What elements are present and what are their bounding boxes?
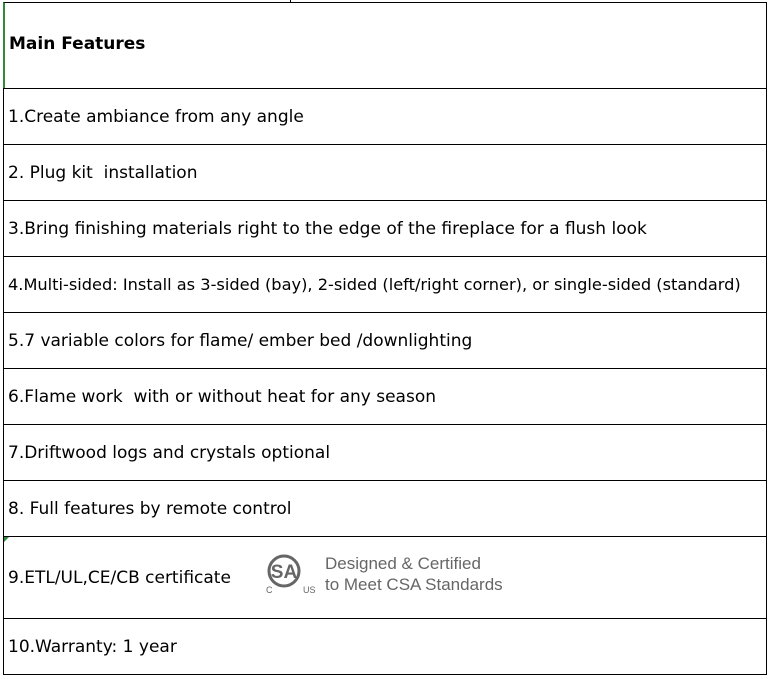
- features-table: [3, 2, 767, 675]
- certification-line-2: to Meet CSA Standards: [325, 575, 503, 594]
- csa-mark-us: US: [303, 585, 316, 595]
- feature-text: 7.Driftwood logs and crystals optional: [8, 442, 331, 463]
- feature-row[interactable]: [4, 424, 766, 480]
- feature-row[interactable]: [4, 256, 766, 312]
- feature-row[interactable]: [4, 480, 766, 536]
- csa-mark-c: C: [266, 585, 273, 595]
- feature-text: 9.ETL/UL,CE/CB certificate: [8, 567, 231, 588]
- feature-text: 3.Bring finishing materials right to the edge of the fireplace for a flush look: [8, 218, 647, 239]
- feature-row[interactable]: [4, 618, 766, 675]
- table-header: Main Features: [9, 33, 146, 54]
- feature-text: 10.Warranty: 1 year: [8, 636, 177, 657]
- certification-text: [325, 553, 503, 595]
- table-header-cell[interactable]: [3, 2, 766, 88]
- certification-line-1: Designed & Certified: [325, 554, 481, 573]
- feature-text: 5.7 variable colors for flame/ ember bed /downlighting: [8, 330, 473, 351]
- feature-row[interactable]: [4, 144, 766, 200]
- feature-row[interactable]: [4, 368, 766, 424]
- feature-text: 1.Create ambiance from any angle: [8, 106, 304, 127]
- feature-row-certificate[interactable]: [4, 536, 766, 618]
- csa-mark-letters: SA: [270, 562, 298, 583]
- feature-row[interactable]: [4, 312, 766, 368]
- feature-row[interactable]: [4, 200, 766, 256]
- feature-text: 6.Flame work with or without heat for any season: [8, 386, 437, 407]
- feature-text: 4.Multi-sided: Install as 3-sided (bay), 2-sided (left/right corner), or single-sided (standard): [8, 275, 741, 294]
- csa-mark-icon: [262, 551, 322, 597]
- feature-row[interactable]: [4, 88, 766, 144]
- feature-text: 2. Plug kit installation: [8, 162, 198, 183]
- feature-text: 8. Full features by remote control: [8, 498, 292, 519]
- cell-comment-marker: [4, 537, 9, 542]
- csa-certification-logo: [262, 551, 522, 597]
